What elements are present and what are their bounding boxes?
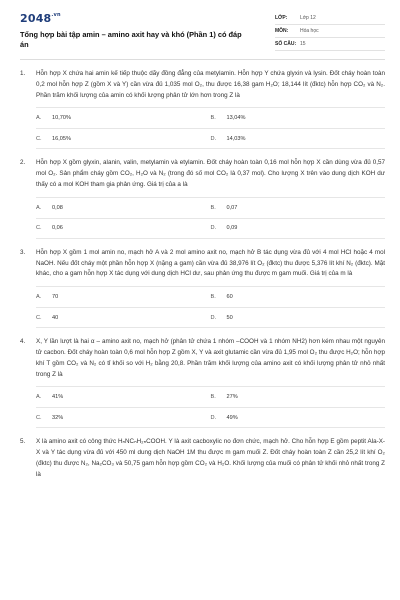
option-letter: A. <box>36 115 42 122</box>
answer-option-b[interactable] <box>211 386 386 407</box>
option-text: 0,08 <box>52 204 63 211</box>
question-text: X, Y lần lượt là hai α – amino axit no, mạch hở (phân tử chứa 1 nhóm –COOH và 1 nhóm NH2) hơn kém nhau một nguyên tử cacbon. Đốt cháy hoàn toàn 0,6 mol hỗn hợp Z gồm X, Y và axit glutamic cần vừa đủ 1,95 mol O₂ thu được H₂O; hỗn hợp khí T gồm CO₂ và N₂ có tỉ khối so với H₂ bằng 20,8. Phần trăm khối lượng của amino axit có khối lượng phân tử nhỏ nhất trong Z là <box>36 338 385 378</box>
option-text: 49% <box>226 414 238 421</box>
option-text: 14,03% <box>226 135 246 142</box>
question-body <box>36 248 385 328</box>
option-text: 27% <box>226 394 238 401</box>
document-title: Tổng hợp bài tập amin – amino axit hay và khó (Phần 1) có đáp án <box>20 30 242 49</box>
option-text: 32% <box>52 414 64 421</box>
question-1 <box>20 69 385 149</box>
option-letter: B. <box>210 394 216 401</box>
meta-row <box>275 12 385 25</box>
answer-option-d[interactable] <box>211 218 386 239</box>
question-body <box>36 69 385 149</box>
meta-value: 15 <box>300 41 306 47</box>
option-letter: A. <box>36 394 42 401</box>
option-text: 70 <box>52 294 59 301</box>
option-letter: D. <box>210 225 217 232</box>
question-number: 3. <box>20 248 26 256</box>
option-text: 40 <box>52 314 59 321</box>
answer-option-d[interactable] <box>211 128 386 149</box>
header-left <box>20 12 250 51</box>
answer-option-a[interactable] <box>36 386 211 407</box>
answer-option-a[interactable] <box>36 107 211 128</box>
question-text: Hỗn hợp X gồm 1 mol amin no, mạch hở A và 2 mol amino axit no, mạch hở B tác dụng vừa đủ với 4 mol HCl hoặc 4 mol NaOH. Nếu đốt cháy một phần hỗn hợp X (nặng a gam) cần vừa đủ 38,976 lít O₂ (đktc) thu được 5,376 lít khí N₂ (đktc). Mặt khác, cho a gam hỗn hợp X tác dụng với dung dịch HCl dư, sau phản ứng thu được m gam muối. Giá trị của m là <box>36 248 385 278</box>
meta-row <box>275 25 385 38</box>
question-3 <box>20 248 385 328</box>
option-letter: C. <box>36 225 42 232</box>
answer-option-c[interactable] <box>36 218 211 239</box>
question-body <box>36 437 385 480</box>
option-text: 0,06 <box>52 225 63 232</box>
answer-option-a[interactable] <box>36 197 211 218</box>
question-text: Hỗn hợp X gồm glyxin, alanin, valin, metylamin và etylamin. Đốt cháy hoàn toàn 0,16 mol hỗn hợp X cần dùng vừa đủ 0,57 mol O₂. Sản phẩm cháy gồm CO₂, H₂O và N₂ (trong đó số mol CO₂ là 0,37 mol). Cho lượng X trên vào dung dịch KOH dư thấy có a mol KOH tham gia phản ứng. Giá trị của a là <box>36 159 385 188</box>
question-5 <box>20 437 385 480</box>
answer-option-c[interactable] <box>36 128 211 149</box>
option-text: 10,70% <box>52 115 71 122</box>
meta-table <box>275 12 385 51</box>
answer-option-c[interactable] <box>36 307 211 328</box>
question-4 <box>20 337 385 428</box>
answer-option-b[interactable] <box>211 286 386 307</box>
meta-label: SỐ CÂU: <box>275 41 297 47</box>
option-letter: B. <box>210 294 216 301</box>
answer-option-b[interactable] <box>211 197 386 218</box>
answer-option-a[interactable] <box>36 286 211 307</box>
answer-option-d[interactable] <box>211 407 386 428</box>
option-letter: B. <box>210 115 216 122</box>
question-number: 4. <box>20 338 26 346</box>
option-text: 13,04% <box>226 115 246 122</box>
site-logo[interactable] <box>20 12 250 25</box>
option-letter: C. <box>36 314 42 321</box>
logo-suffix: .vn <box>51 12 61 18</box>
option-text: 0,09 <box>226 225 238 232</box>
question-number: 5. <box>20 438 26 446</box>
meta-value: Lớp 12 <box>300 15 316 21</box>
answer-option-b[interactable] <box>211 107 386 128</box>
answer-options <box>36 107 385 149</box>
option-letter: C. <box>36 414 42 421</box>
answer-options <box>36 197 385 239</box>
meta-value: Hóa học <box>300 28 319 34</box>
question-number: 1. <box>20 70 26 77</box>
question-body <box>36 337 385 428</box>
option-text: 50 <box>226 314 233 321</box>
answer-options <box>36 286 385 328</box>
answer-options <box>36 386 385 428</box>
option-text: 60 <box>226 294 233 301</box>
logo-text: 2048 <box>20 12 52 25</box>
option-letter: C. <box>36 135 42 142</box>
meta-label: MÔN: <box>275 28 289 34</box>
answer-option-c[interactable] <box>36 407 211 428</box>
option-letter: A. <box>36 204 42 211</box>
option-letter: B. <box>210 204 216 211</box>
header <box>20 12 385 60</box>
option-text: 0,07 <box>226 204 238 211</box>
option-text: 41% <box>52 394 64 401</box>
option-text: 16,05% <box>52 135 71 142</box>
meta-label: LỚP: <box>275 15 288 21</box>
question-text: Hỗn hợp X chứa hai amin kế tiếp thuộc dãy đồng đẳng của metylamin. Hỗn hợp Y chứa glyxin và lysin. Đốt cháy hoàn toàn 0,2 mol hỗn hợp Z (gồm X và Y) cần vừa đủ 1,035 mol O₂, thu được 16,38 gam H₂O; 18,144 lít (đktc) hỗn hợp CO₂ và N₂. Phần trăm khối lượng của amin có khối lượng phân tử lớn hơn trong Z là <box>36 70 385 99</box>
question-2 <box>20 158 385 238</box>
meta-row <box>275 38 385 51</box>
option-letter: D. <box>210 414 217 421</box>
answer-option-d[interactable] <box>211 307 386 328</box>
option-letter: A. <box>36 294 42 301</box>
question-text: X là amino axit có công thức HₙNCₙH₂ₙCOOH. Y là axit cacboxylic no đơn chức, mạch hở. Cho hỗn hợp E gồm peptit Ala-X-X và Y tác dụng vừa đủ với 450 ml dung dịch NaOH 1M thu được m gam muối Z. Đốt cháy hoàn toàn Z cần 25,2 lít khí O₂ (đktc) thu được N₂, Na₂CO₃ và 50,75 gam hỗn hợp gồm CO₂ và H₂O. Khối lượng của muối có phân tử khối nhỏ nhất trong Z là <box>36 438 385 478</box>
option-letter: D. <box>210 314 217 321</box>
question-number: 2. <box>20 159 26 167</box>
question-body <box>36 158 385 238</box>
option-letter: D. <box>210 135 217 142</box>
